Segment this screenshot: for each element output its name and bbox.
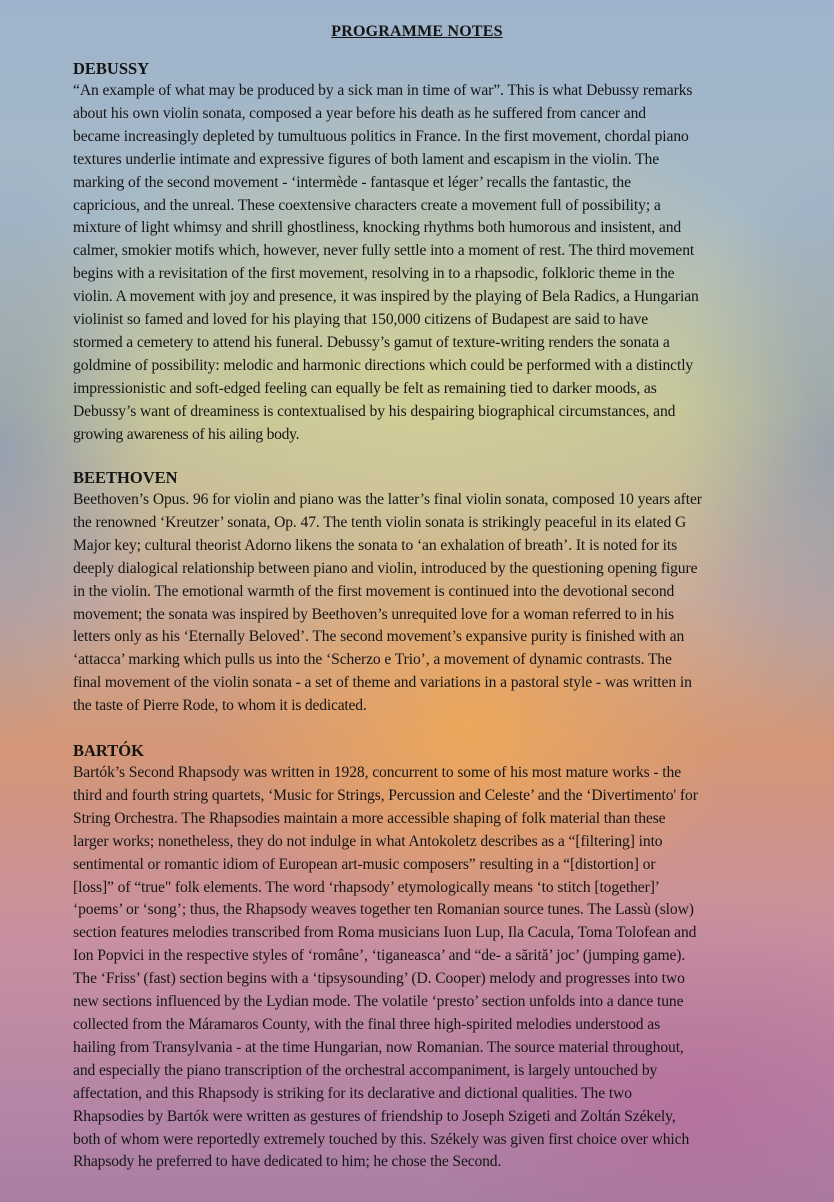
- text-line: Bartók’s Second Rhapsody was written in 1928, concurrent to some of his most mature works - the: [73, 764, 682, 781]
- text-line: capricious, and the unreal. These coextensive characters create a movement full of possibility; a: [73, 196, 661, 214]
- text-line: [loss]” of “true" folk elements. The word ‘rhapsody’ etymologically means ‘to stitch [together]’: [73, 878, 660, 896]
- text-line: marking of the second movement - ‘intermède - fantasque et léger’ recalls the fantastic, the: [73, 173, 631, 191]
- text-line: Ion Popvici in the respective styles of ‘române’, ‘tiganeasca’ and “de- a sărită’ joc’ (jumping game).: [73, 947, 686, 965]
- text-line: the renowned ‘Kreutzer’ sonata, Op. 47. The tenth violin sonata is strikingly peaceful in its elated G: [73, 513, 687, 531]
- section-bartok: [73, 740, 773, 1174]
- text-line: became increasingly depleted by tumultuous politics in France. In the first movement, chordal piano: [73, 127, 689, 145]
- text-line: goldmine of possibility: melodic and harmonic directions which could be performed with a distinctly: [73, 356, 694, 374]
- text-line: and especially the piano transcription of the orchestral accompaniment, is largely untouched by: [73, 1061, 658, 1079]
- section-debussy: [73, 58, 773, 447]
- text-line: impressionistic and soft-edged feeling can equally be felt as remaining tied to darker moods, as: [73, 379, 657, 397]
- text-line: larger works; nonetheless, they do not indulge in what Antokoletz describes as a “[filtering] into: [73, 832, 663, 850]
- text-line: String Orchestra. The Rhapsodies maintain a more accessible shaping of folk material than these: [73, 809, 666, 827]
- text-line: stormed a cemetery to attend his funeral. Debussy’s gamut of texture-writing renders the sonata a: [73, 333, 670, 351]
- text-line: deeply dialogical relationship between piano and violin, introduced by the questioning opening figure: [73, 559, 698, 577]
- text-line: in the violin. The emotional warmth of the first movement is continued into the devotional second: [73, 582, 675, 600]
- text-line: Rhapsody he preferred to have dedicated to him; he chose the Second.: [73, 1153, 502, 1171]
- text-line: collected from the Máramaros County, with the final three high-spirited melodies understood as: [73, 1015, 661, 1033]
- text-line: ‘attacca’ marking which pulls us into the ‘Scherzo e Trio’, a movement of dynamic contrasts. The: [73, 651, 672, 669]
- section-heading: DEBUSSY: [73, 59, 150, 78]
- text-line: “An example of what may be produced by a sick man in time of war”. This is what Debussy remarks: [73, 82, 693, 99]
- text-line: violinist so famed and loved for his playing that 150,000 citizens of Budapest are said to have: [73, 311, 649, 329]
- section-heading: BARTÓK: [73, 741, 144, 760]
- text-line: Debussy’s want of dreaminess is contextualised by his despairing biographical circumstances, and: [73, 402, 676, 420]
- section-body: [73, 80, 773, 447]
- text-line: ‘poems’ or ‘song’; thus, the Rhapsody weaves together ten Romanian source tunes. The Lassù (slow): [73, 901, 694, 919]
- text-line: sentimental or romantic idiom of European art-music composers” resulting in a “[distortion] or: [73, 855, 656, 873]
- section-body: [73, 489, 773, 718]
- text-line: begins with a revisitation of the first movement, resolving in to a rhapsodic, folkloric theme in the: [73, 265, 675, 283]
- text-line: both of whom were reportedly extremely touched by this. Székely was given first choice over which: [73, 1130, 690, 1148]
- text-line: violin. A movement with joy and presence, it was inspired by the playing of Bela Radics, a Hungarian: [73, 288, 699, 306]
- text-line: hailing from Transylvania - at the time Hungarian, now Romanian. The source material throughout,: [73, 1038, 684, 1056]
- text-line: affectation, and this Rhapsody is striking for its declarative and dictional qualities. The two: [73, 1084, 632, 1102]
- section-beethoven: [73, 467, 773, 718]
- page-title: PROGRAMME NOTES: [331, 23, 503, 40]
- text-line: new sections influenced by the Lydian mode. The volatile ‘presto’ section unfolds into a dance tune: [73, 993, 684, 1011]
- text-line: letters only as his ‘Eternally Beloved’. The second movement’s expansive purity is finished with an: [73, 628, 685, 646]
- text-line: third and fourth string quartets, ‘Music for Strings, Percussion and Celeste’ and the ‘Divertimento' for: [73, 786, 698, 804]
- text-line: section features melodies transcribed from Roma musicians Iuon Lup, Ila Cacula, Toma Tolofean and: [73, 924, 697, 942]
- section-body: [73, 762, 773, 1174]
- text-line: mixture of light whimsy and shrill ghostliness, knocking rhythms both humorous and insistent, and: [73, 219, 682, 237]
- text-line: the taste of Pierre Rode, to whom it is dedicated.: [73, 697, 367, 715]
- text-line: final movement of the violin sonata - a set of theme and variations in a pastoral style - was written in: [73, 674, 692, 692]
- text-line: movement; the sonata was inspired by Beethoven’s unrequited love for a woman referred to in his: [73, 605, 675, 623]
- text-line: textures underlie intimate and expressive figures of both lament and escapism in the violin. The: [73, 150, 660, 168]
- text-line: about his own violin sonata, composed a year before his death as he suffered from cancer and: [73, 104, 646, 122]
- text-line: growing awareness of his ailing body.: [73, 425, 300, 443]
- text-line: calmer, smokier motifs which, however, never fully settle into a moment of rest. The third movement: [73, 242, 695, 260]
- section-heading: BEETHOVEN: [73, 468, 178, 487]
- text-line: Rhapsodies by Bartók were written as gestures of friendship to Joseph Szigeti and Zoltán Székely,: [73, 1107, 676, 1125]
- text-line: Beethoven’s Opus. 96 for violin and piano was the latter’s final violin sonata, composed 10 years after: [73, 491, 702, 508]
- text-line: Major key; cultural theorist Adorno likens the sonata to ‘an exhalation of breath’. It is noted for its: [73, 536, 678, 554]
- text-line: The ‘Friss’ (fast) section begins with a ‘tipsysounding’ (D. Cooper) melody and progresses into two: [73, 970, 685, 988]
